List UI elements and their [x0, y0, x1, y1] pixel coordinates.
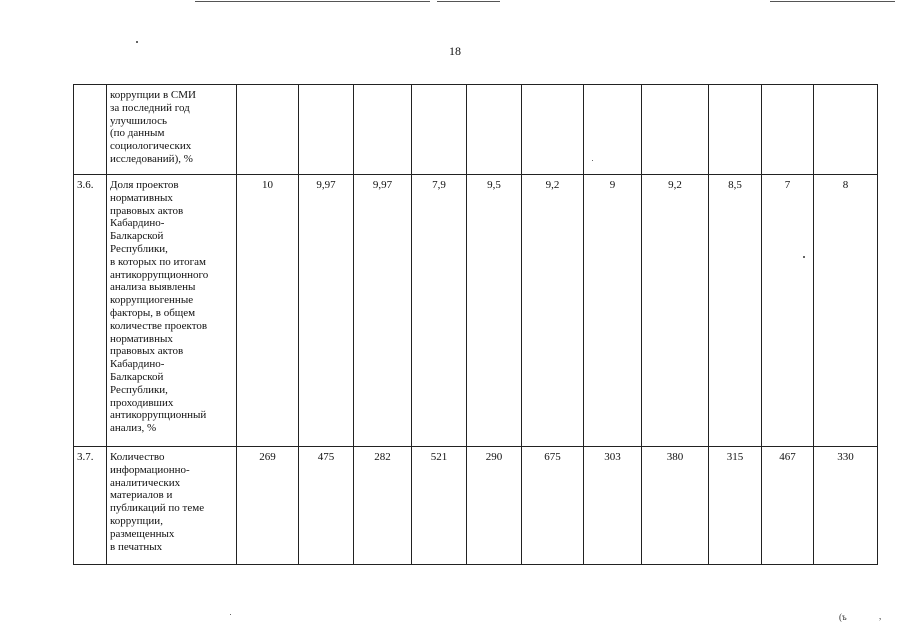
scan-speck: [592, 160, 593, 161]
value-cell: [762, 85, 814, 175]
value-cell: [709, 85, 762, 175]
indicator-description: Количество информационно- аналитических материалов и публикаций по теме коррупции, размещенных в печатных: [107, 447, 237, 565]
value-cell: 467: [762, 447, 814, 565]
value-cell: [412, 85, 467, 175]
value-cell: 290: [467, 447, 522, 565]
corner-mark: (ъ: [839, 612, 847, 622]
scan-speck: [803, 256, 805, 258]
value-cell: 8: [814, 175, 878, 447]
scan-artifact-line: [195, 1, 430, 2]
value-cell: 475: [299, 447, 354, 565]
value-cell: [522, 85, 584, 175]
value-cell: [237, 85, 299, 175]
value-cell: 10: [237, 175, 299, 447]
value-cell: 7: [762, 175, 814, 447]
value-cell: 9,97: [299, 175, 354, 447]
scan-speck: [136, 41, 138, 43]
table-row: [74, 85, 878, 175]
table-row: [74, 447, 878, 565]
value-cell: 9,97: [354, 175, 412, 447]
value-cell: 303: [584, 447, 642, 565]
scan-artifact-line: [437, 1, 500, 2]
value-cell: [584, 85, 642, 175]
value-cell: 9: [584, 175, 642, 447]
value-cell: 315: [709, 447, 762, 565]
value-cell: 9,2: [642, 175, 709, 447]
corner-mark-tick: ,: [879, 611, 882, 621]
value-cell: 269: [237, 447, 299, 565]
value-cell: 282: [354, 447, 412, 565]
value-cell: [354, 85, 412, 175]
indicator-description: Доля проектов нормативных правовых актов Кабардино- Балкарской Республики, в которых по итогам антикоррупционного анализа выявлены коррупциогенные факторы, в общем количестве проектов нормативных правовых актов Кабардино- Балкарской Республики, проходивших антикоррупционный анализ, %: [107, 175, 237, 447]
page-number: 18: [449, 44, 461, 58]
value-cell: 330: [814, 447, 878, 565]
table-row: [74, 175, 878, 447]
row-index: 3.6.: [74, 175, 107, 447]
value-cell: 380: [642, 447, 709, 565]
value-cell: 675: [522, 447, 584, 565]
value-cell: 521: [412, 447, 467, 565]
value-cell: [642, 85, 709, 175]
value-cell: [814, 85, 878, 175]
scan-artifact-line: [770, 1, 895, 2]
value-cell: [467, 85, 522, 175]
row-index: [74, 85, 107, 175]
value-cell: 9,5: [467, 175, 522, 447]
scan-speck: [230, 614, 231, 615]
value-cell: [299, 85, 354, 175]
value-cell: 7,9: [412, 175, 467, 447]
value-cell: 8,5: [709, 175, 762, 447]
value-cell: 9,2: [522, 175, 584, 447]
row-index: 3.7.: [74, 447, 107, 565]
indicators-table: [73, 84, 878, 565]
indicator-description: коррупции в СМИ за последний год улучшилось (по данным социологических исследований), %: [107, 85, 237, 175]
